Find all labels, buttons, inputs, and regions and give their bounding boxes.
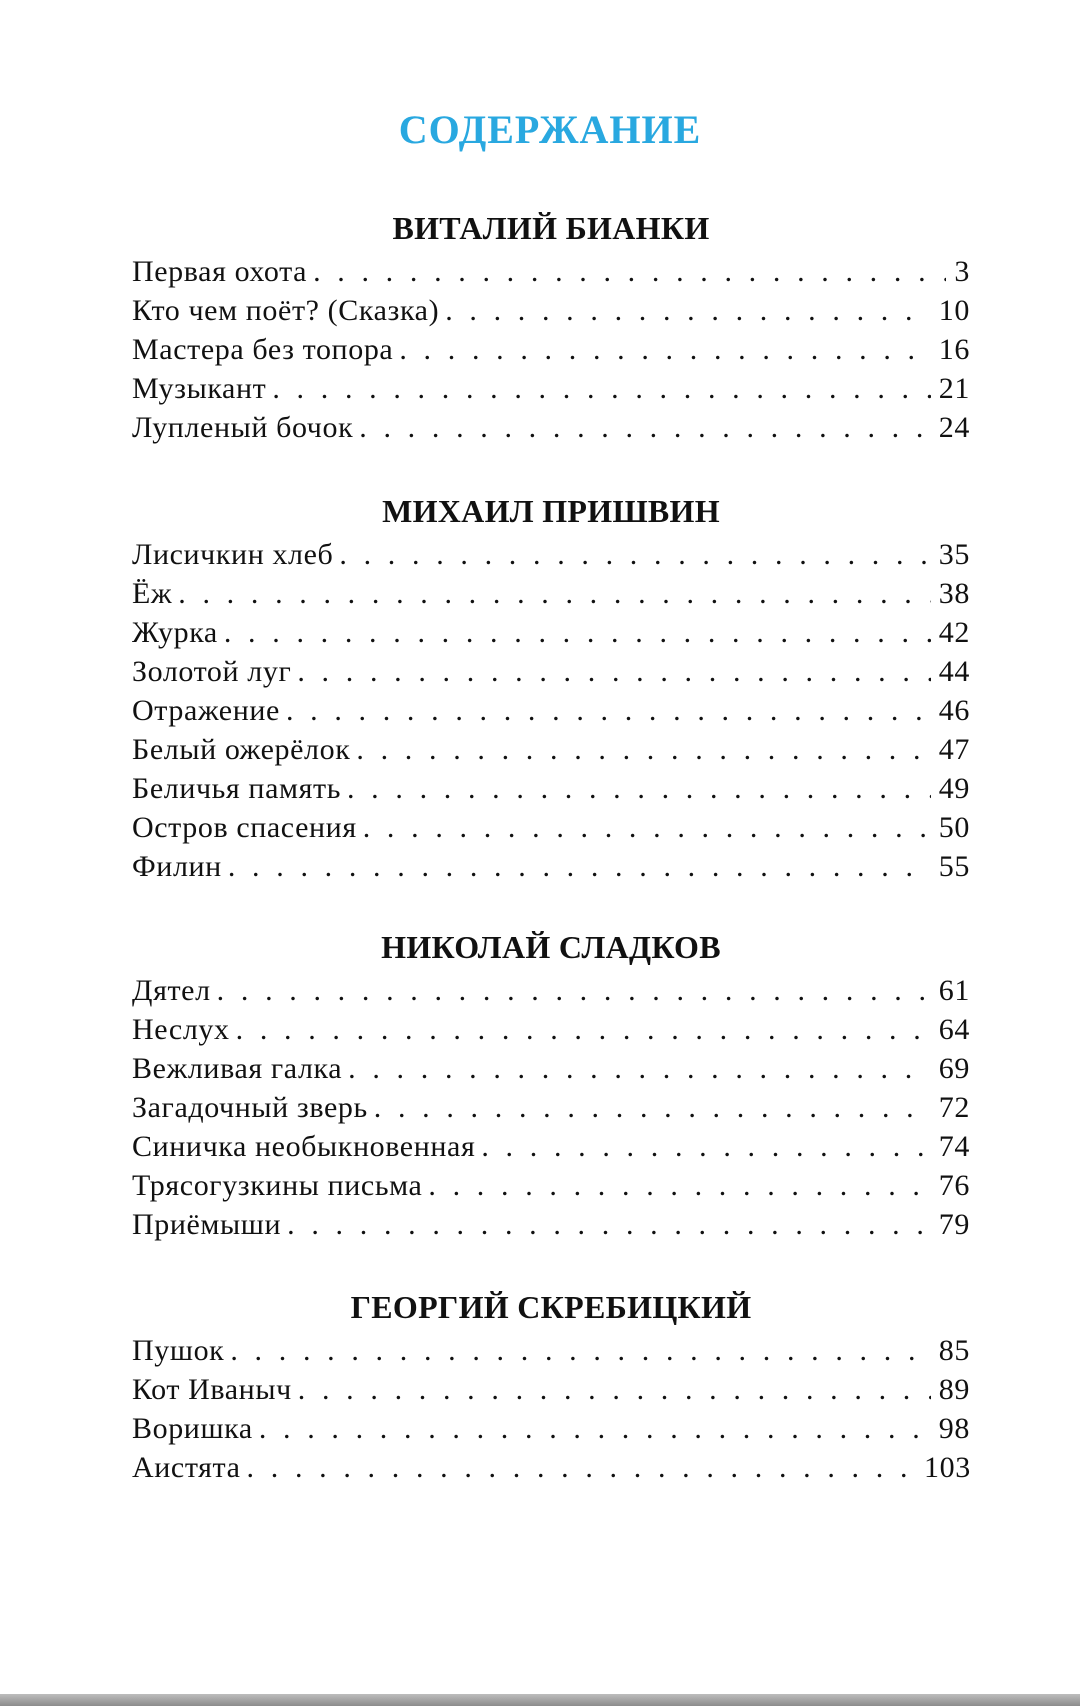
dot-leader [481,1127,930,1166]
toc-entry-title: Синичка необыкновенная [132,1130,476,1163]
toc-entry [132,613,970,652]
toc-entry-title: Лупленый бочок [132,411,354,444]
section-author: ВИТАЛИЙ БИАНКИ [392,210,710,246]
dot-leader [287,1205,931,1244]
toc-entry-title: Воришка [132,1412,253,1445]
toc-entry-title: Белый ожерёлок [132,733,351,766]
dot-leader [399,330,930,369]
toc-entry-page: 74 [938,1130,970,1163]
toc-entry-page: 72 [938,1091,970,1124]
toc-entry-page: 55 [938,850,970,883]
toc-entry-page: 46 [938,694,970,727]
toc-entry [132,252,970,291]
toc-entry [132,1409,970,1448]
toc-entry-title: Отражение [132,694,280,727]
toc-entry [132,730,970,769]
section-author: НИКОЛАЙ СЛАДКОВ [381,929,721,965]
dot-leader [374,1088,931,1127]
toc-entry-title: Аистята [132,1451,241,1484]
toc-entry-title: Беличья память [132,772,341,805]
dot-leader [230,1331,930,1370]
toc-entry [132,847,970,886]
toc-entry-title: Золотой луг [132,655,292,688]
toc-entry [132,535,970,574]
toc-entry-title: Трясогузкины письма [132,1169,423,1202]
page-title: СОДЕРЖАНИЕ [398,107,702,152]
toc-entry-page: 35 [938,538,970,571]
toc-entry [132,1331,970,1370]
toc-entry-page: 85 [938,1334,970,1367]
toc-entry-title: Кто чем поёт? (Сказка) [132,294,440,327]
toc-entry-page: 49 [938,772,970,805]
toc-section [132,1287,970,1487]
scan-bottom-edge [0,1694,1080,1706]
toc-entry-page: 21 [938,372,970,405]
dot-leader [247,1448,916,1487]
toc-entry [132,1370,970,1409]
toc-entry [132,291,970,330]
dot-leader [313,252,946,291]
toc-entry-title: Дятел [132,974,211,1007]
toc-entry-title: Лисичкин хлеб [132,538,334,571]
dot-leader [217,971,931,1010]
toc-entry-title: Филин [132,850,222,883]
toc-entry [132,1088,970,1127]
toc-entry [132,769,970,808]
dot-leader [298,1370,931,1409]
dot-leader [359,408,931,447]
toc-entry [132,1049,970,1088]
toc-entry-title: Неслух [132,1013,230,1046]
toc-entry-title: Журка [132,616,218,649]
toc-entry-page: 50 [938,811,970,844]
dot-leader [259,1409,931,1448]
toc-entry-page: 3 [954,255,970,288]
toc-entry-title: Первая охота [132,255,308,288]
dot-leader [272,369,930,408]
dot-leader [356,730,930,769]
toc-entry [132,1127,970,1166]
toc-entry-page: 89 [938,1373,970,1406]
toc-section [132,491,970,886]
dot-leader [224,613,931,652]
dot-leader [428,1166,930,1205]
toc-entry-page: 47 [938,733,970,766]
toc-entry-title: Мастера без топора [132,333,394,366]
dot-leader [363,808,931,847]
toc-entry-page: 103 [924,1451,971,1484]
toc-entry-page: 38 [938,577,970,610]
dot-leader [178,574,931,613]
dot-leader [339,535,930,574]
toc-entry-page: 64 [938,1013,970,1046]
toc-entry-page: 69 [938,1052,970,1085]
toc-entry [132,574,970,613]
toc-entry [132,971,970,1010]
toc-entry-page: 76 [938,1169,970,1202]
toc-entry [132,1448,970,1487]
section-author: МИХАИЛ ПРИШВИН [382,493,720,529]
toc-entry-title: Приёмыши [132,1208,282,1241]
toc-entry-title: Загадочный зверь [132,1091,368,1124]
toc-entry-page: 61 [938,974,970,1007]
dot-leader [445,291,931,330]
toc-entry-page: 42 [938,616,970,649]
section-author: ГЕОРГИЙ СКРЕБИЦКИЙ [350,1289,752,1325]
toc-entry-title: Музыкант [132,372,267,405]
toc-entry [132,330,970,369]
toc-entry [132,369,970,408]
dot-leader [286,691,931,730]
toc-entry [132,1205,970,1244]
toc-entry-page: 79 [938,1208,970,1241]
toc-entry-title: Остров спасения [132,811,357,844]
toc-entry [132,1166,970,1205]
toc-entry-title: Пушок [132,1334,225,1367]
toc-entry-page: 16 [938,333,970,366]
toc-entry-title: Вежливая галка [132,1052,343,1085]
toc-section [132,927,970,1244]
toc-entry-page: 10 [938,294,970,327]
toc-entry [132,691,970,730]
toc-entry-title: Кот Иваныч [132,1373,292,1406]
toc-entry-page: 98 [938,1412,970,1445]
toc-section [132,208,970,447]
dot-leader [297,652,930,691]
toc-entry-page: 44 [938,655,970,688]
dot-leader [347,769,931,808]
toc-entry [132,808,970,847]
dot-leader [228,847,931,886]
toc-entry [132,408,970,447]
dot-leader [348,1049,931,1088]
toc-entry [132,652,970,691]
toc-entry-title: Ёж [132,577,173,610]
dot-leader [236,1010,931,1049]
toc-entry [132,1010,970,1049]
toc-entry-page: 24 [938,411,970,444]
